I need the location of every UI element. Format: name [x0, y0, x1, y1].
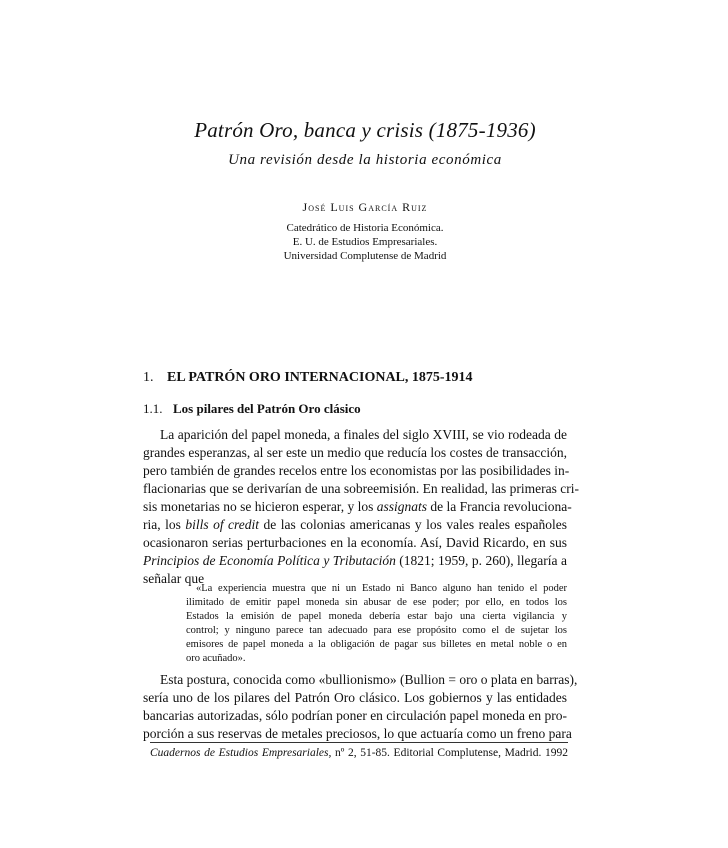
subsection-heading — [143, 401, 361, 417]
journal-footer — [150, 747, 568, 759]
quote-line: «La experiencia muestra que ni un Estado ni Banco alguno han tenido el poder — [196, 583, 567, 594]
journal-name: Cuadernos de Estudios Empresariales, — [150, 747, 332, 759]
affiliation-line: Catedrático de Historia Económica. — [286, 222, 444, 234]
article-title: Patrón Oro, banca y crisis (1875-1936) — [194, 118, 536, 142]
quote-line: Estados la emisión de papel moneda debería estar bajo una cierta vigilancia y — [186, 611, 567, 622]
text-run: sis monetarias no se hicieron esperar, y los — [143, 499, 377, 514]
text-run: de la Francia revoluciona- — [427, 499, 572, 514]
section-heading — [143, 370, 473, 386]
paragraph-line: grandes esperanzas, al ser este un medio que reducía los costes de transacción, — [143, 445, 567, 460]
article-subtitle: Una revisión desde la historia económica — [228, 152, 502, 168]
affiliation-line: Universidad Complutense de Madrid — [283, 250, 447, 262]
text-run: (1821; 1959, p. 260), llegaría a — [395, 553, 567, 568]
quote-line: control; y ninguno parece tan adecuado para ese propósito como el de sujetar los — [186, 625, 567, 636]
quote-line: oro acuñado». — [186, 653, 246, 664]
paragraph-line: Esta postura, conocida como «bullionismo» (Bullion = oro o plata en barras), — [160, 672, 578, 687]
paragraph-line: ocasionaron serias perturbaciones en la economía. Así, David Ricardo, en sus — [143, 535, 567, 550]
paragraph-line: bancarias autorizadas, sólo podrían poner en circulación papel moneda en pro- — [143, 708, 567, 723]
paragraph-line — [143, 552, 567, 570]
author-name: José Luis García Ruiz — [302, 200, 428, 214]
italic-term: assignats — [376, 499, 428, 514]
paragraph-line: La aparición del papel moneda, a finales del siglo XVIII, se vio rodeada de — [160, 427, 567, 442]
journal-citation: nº 2, 51-85. Editorial Complutense, Madrid. 1992 — [331, 747, 568, 759]
section-number: 1. — [143, 370, 154, 385]
text-run: ria, los — [143, 517, 186, 532]
paragraph-line — [143, 498, 572, 516]
footer-divider — [150, 742, 568, 743]
subsection-number: 1.1. — [143, 401, 163, 416]
paragraph-line: flacionarias que se derivarían de una sobreemisión. En realidad, las primeras cri- — [143, 481, 579, 496]
text-run: de las colonias americanas y los vales reales españoles — [259, 517, 568, 532]
italic-book-title: Principios de Economía Política y Tributación — [143, 553, 396, 568]
paragraph-line — [143, 516, 567, 534]
section-title: EL PATRÓN ORO INTERNACIONAL, 1875-1914 — [167, 370, 473, 385]
paragraph-line: porción a sus reservas de metales preciosos, lo que actuaría como un freno para — [143, 726, 572, 741]
paragraph-line: sería uno de los pilares del Patrón Oro clásico. Los gobiernos y las entidades — [143, 690, 567, 705]
paragraph-line: pero también de grandes recelos entre los economistas por las posibilidades in- — [143, 463, 570, 478]
subsection-title: Los pilares del Patrón Oro clásico — [173, 401, 361, 416]
paragraph-line: señalar que — [143, 571, 205, 586]
affiliation-line: E. U. de Estudios Empresariales. — [292, 236, 438, 248]
italic-term: bills of credit — [185, 517, 260, 532]
quote-line: emisores de papel moneda a la obligación de pagar sus billetes en metal noble o en — [186, 639, 567, 650]
quote-line: ilimitado de emitir papel moneda sin abusar de ese poder; por ello, en todos los — [186, 597, 567, 608]
